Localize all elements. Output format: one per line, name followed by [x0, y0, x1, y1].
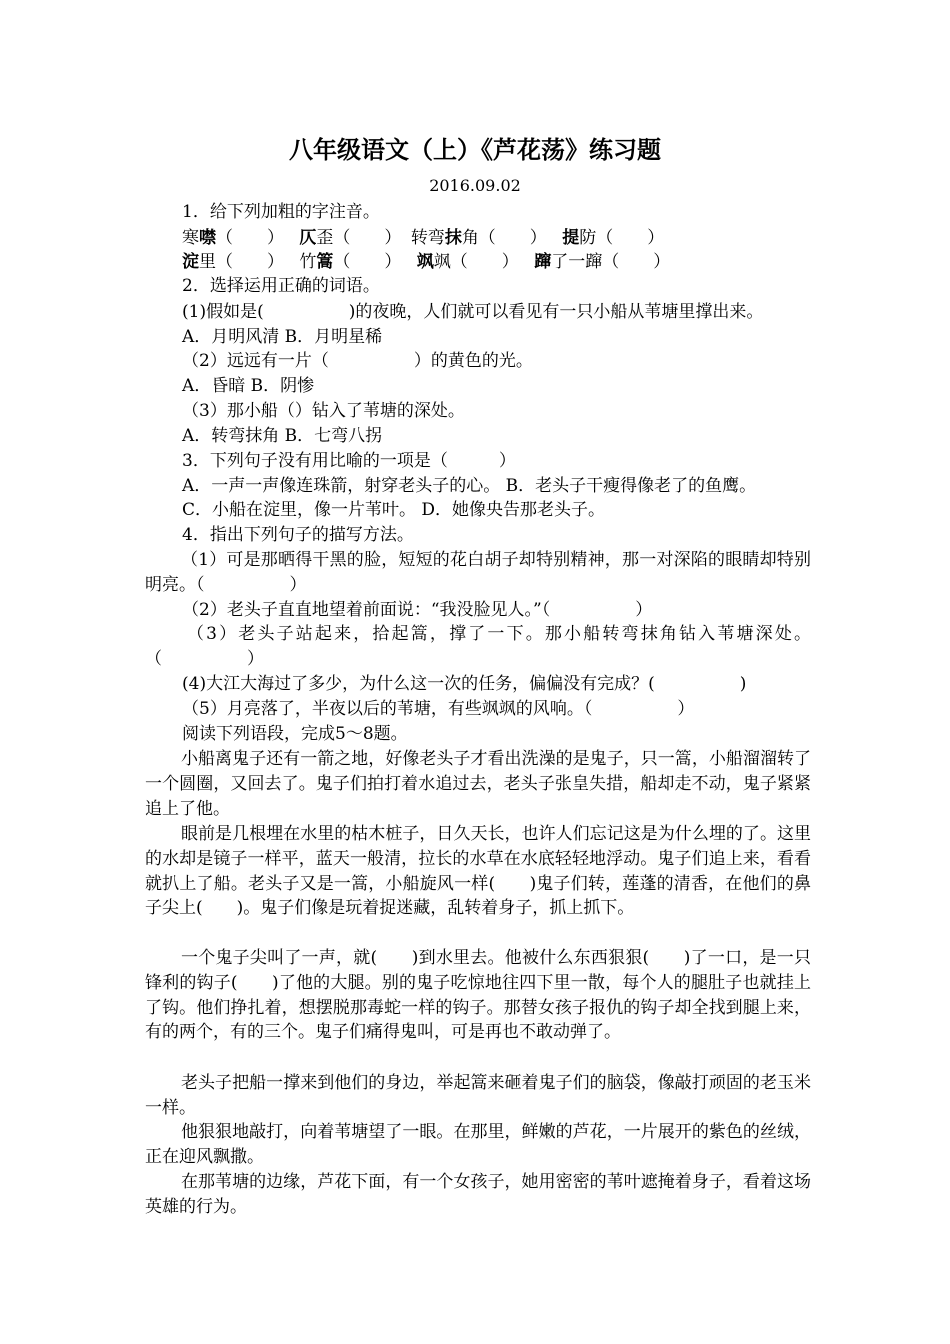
q1-item: 蹿了一蹿（ ）: [534, 252, 671, 272]
q4-sentence-1: （1）可是那晒得干黑的脸，短短的花白胡子却特别精神，那一对深陷的眼睛却特别明亮。（ ）: [145, 550, 811, 595]
q1-row-1: [182, 226, 664, 250]
q2-sentence-2: （2）远远有一片（ ）的黄色的光。: [182, 351, 533, 371]
q4-sentence-4: (4)大江大海过了多少，为什么这一次的任务，偏偏没有完成？( ): [182, 674, 747, 694]
q1-item: 提防（ ）: [562, 228, 665, 248]
reading-paragraph-3: 一个鬼子尖叫了一声，就( )到水里去。他被什么东西狠狠( )了一口，是一只锋利的钩子( )了他的大腿。别的鬼子吃惊地往四下里一散，每个人的腿肚子也就挂上了钩。他们挣扎着，想摆脱那毒蛇一样的钩子。那替女孩子报仇的钩子却全找到腿上来，有的两个，有的三个。鬼子们痛得鬼叫，可是再也不敢动弹了。: [145, 948, 811, 1043]
q1-item: 飒飒（ ）: [416, 252, 519, 272]
q2-options-2: A．昏暗 B．阴惨: [182, 376, 315, 396]
q2-sentence-1: (1)假如是( )的夜晚，人们就可以看见有一只小船从苇塘里撑出来。: [182, 302, 764, 322]
q2-heading: 2．选择运用正确的词语。: [182, 276, 380, 296]
q1-item: 寒噤（ ）: [182, 228, 284, 248]
q3-options-cd: C．小船在淀里，像一片苇叶。 D．她像央告那老头子。: [182, 500, 606, 520]
reading-paragraph-5: 他狠狠地敲打，向着苇塘望了一眼。在那里，鲜嫩的芦花，一片展开的紫色的丝绒，正在迎风飘撒。: [145, 1122, 811, 1167]
reading-paragraph-1: 小船离鬼子还有一箭之地，好像老头子才看出洗澡的是鬼子，只一篙，小船溜溜转了一个圆圈，又回去了。鬼子们拍打着水追过去，老头子张皇失措，船却走不动，鬼子紧紧追上了他。: [145, 749, 811, 819]
q4-heading: 4．指出下列句子的描写方法。: [182, 525, 414, 545]
reading-paragraph-4: 老头子把船一撑来到他们的身边，举起篙来砸着鬼子们的脑袋，像敲打顽固的老玉米一样。: [145, 1073, 811, 1118]
q2-options-3: A．转弯抹角 B．七弯八拐: [182, 426, 383, 446]
q1-item: 转弯抹角（ ）: [410, 228, 547, 248]
reading-paragraph-2: 眼前是几根埋在水里的枯木桩子，日久天长，也许人们忘记这是为什么埋的了。这里的水却是镜子一样平，蓝天一般清，拉长的水草在水底轻轻地浮动。鬼子们追上来，看看就扒上了船。老头子又是一篙，小船旋风一样( )鬼子们转，莲蓬的清香，在他们的鼻子尖上( )。鬼子们像是玩着捉迷藏，乱转着身子，抓上抓下。: [145, 824, 811, 919]
q1-item: 淀里（ ）: [182, 252, 284, 272]
q4-sentence-5: （5）月亮落了，半夜以后的苇塘，有些飒飒的风响。（ ）: [182, 699, 695, 719]
q3-heading: 3．下列句子没有用比喻的一项是（ ）: [182, 451, 516, 471]
reading-paragraph-6: 在那苇塘的边缘，芦花下面，有一个女孩子，她用密密的苇叶遮掩着身子，看着这场英雄的行为。: [145, 1172, 811, 1217]
q1-heading: 1．给下列加粗的字注音。: [182, 202, 380, 222]
page-title: 八年级语文（上）《芦花荡》练习题: [289, 136, 661, 164]
reading-intro: 阅读下列语段，完成5～8题。: [182, 724, 408, 744]
q1-item: 仄歪（ ）: [299, 228, 402, 248]
q2-options-1: A．月明风清 B．月明星稀: [182, 327, 383, 347]
q1-row-2: [182, 250, 670, 274]
q2-sentence-3: （3）那小船（）钻入了苇塘的深处。: [182, 401, 465, 421]
q1-item: 竹篙（ ）: [299, 252, 402, 272]
date-line: 2016.09.02: [429, 176, 521, 195]
q4-sentence-3: （3）老头子站起来，拾起篙，撑了一下。那小船转弯抹角钻入苇塘深处。（ ）: [145, 624, 811, 669]
q3-options-ab: A．一声一声像连珠箭，射穿老头子的心。 B．老头子干瘦得像老了的鱼鹰。: [182, 476, 757, 496]
q4-sentence-2: （2）老头子直直地望着前面说：“我没脸见人。”（ ）: [182, 600, 653, 620]
